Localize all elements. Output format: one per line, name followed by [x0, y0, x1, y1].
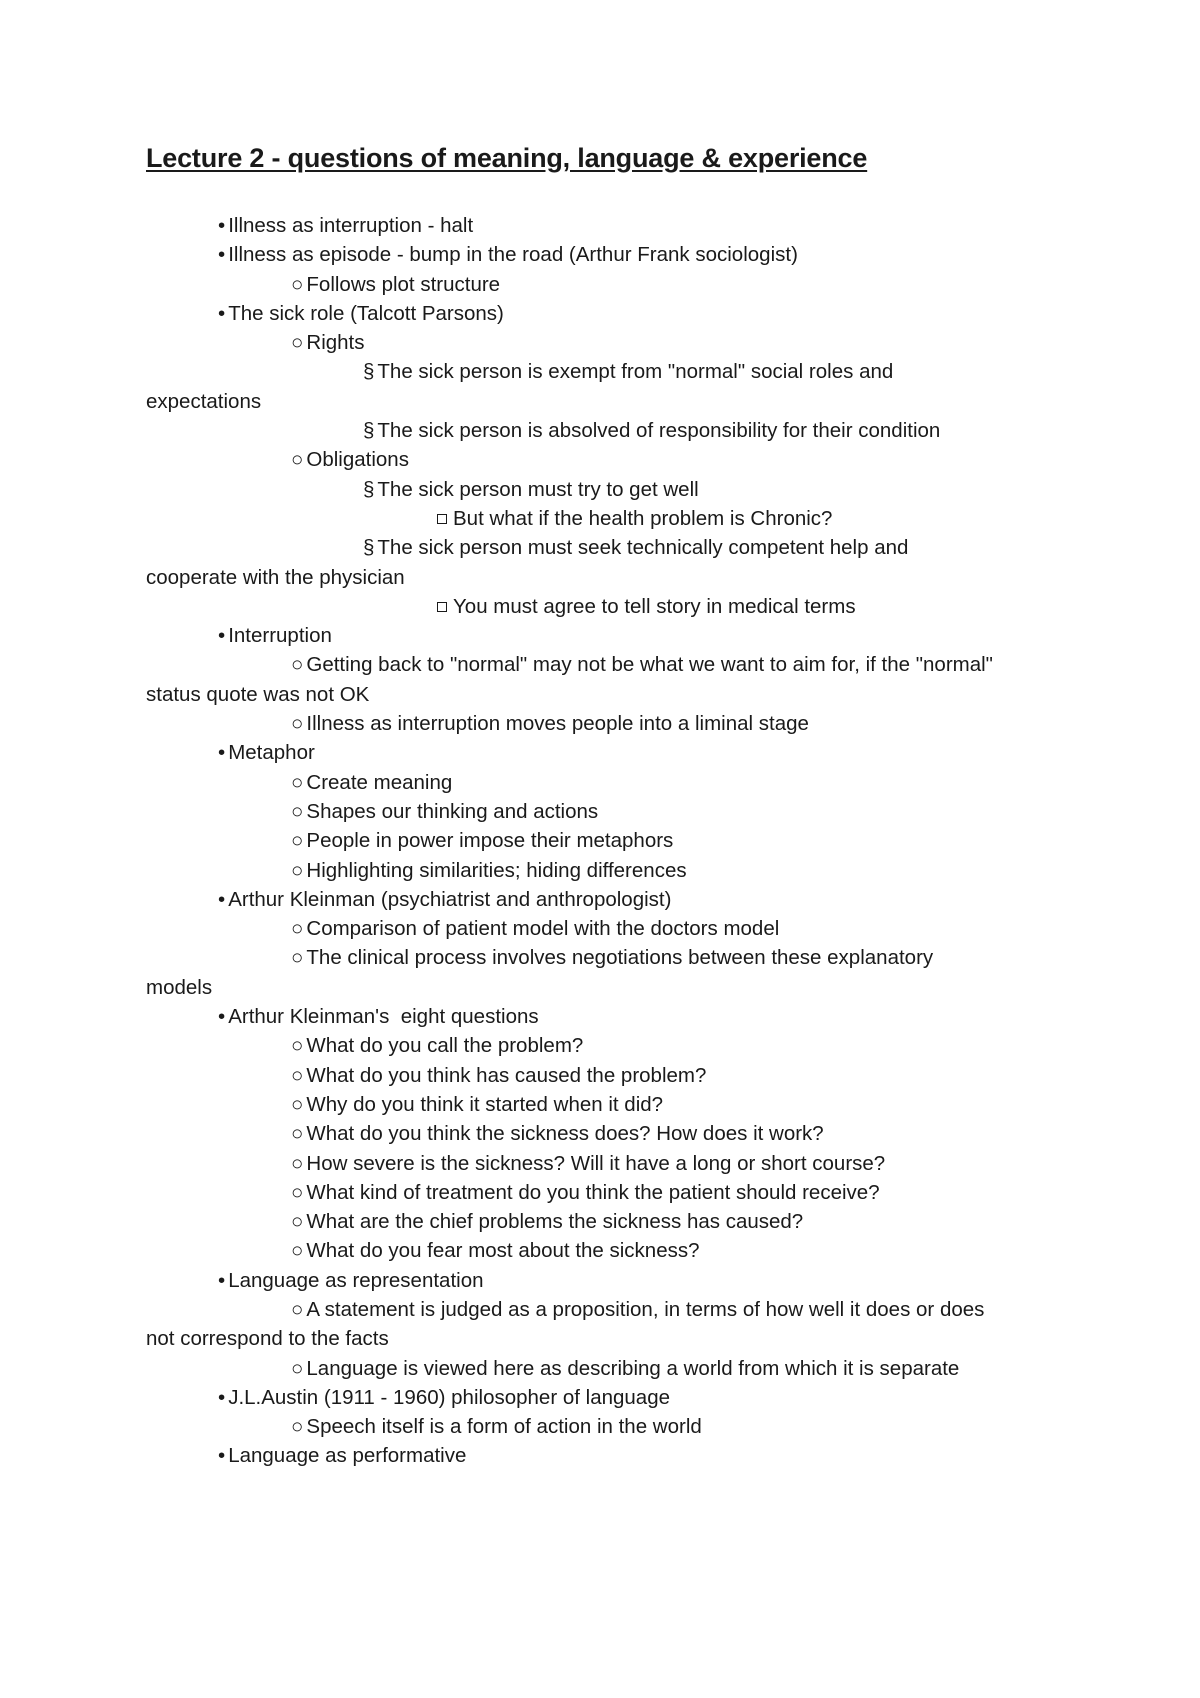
outline-text: Speech itself is a form of action in the world — [306, 1415, 702, 1439]
outline-item — [0, 211, 1200, 240]
outline-item — [0, 1383, 1200, 1412]
outline-item — [0, 1178, 1200, 1207]
outline-text: expectations — [146, 389, 262, 413]
outline-item — [0, 1266, 1200, 1295]
circle-marker: ○ — [291, 770, 304, 794]
outline-item — [0, 1354, 1200, 1383]
outline-text: What kind of treatment do you think the patient should receive? — [306, 1180, 880, 1204]
outline-text: Arthur Kleinman (psychiatrist and anthropologist) — [228, 887, 672, 911]
outline-item — [0, 533, 1200, 562]
outline-text: Why do you think it started when it did? — [306, 1092, 664, 1116]
outline-item — [0, 328, 1200, 357]
outline-text: What do you think the sickness does? How does it work? — [306, 1122, 824, 1146]
circle-marker: ○ — [291, 1151, 304, 1175]
outline-item — [0, 1236, 1200, 1265]
outline-text: What are the chief problems the sickness has caused? — [306, 1210, 804, 1234]
bullet-marker: • — [218, 1444, 226, 1468]
outline-item — [0, 1119, 1200, 1148]
outline-item — [0, 1090, 1200, 1119]
outline-item — [0, 797, 1200, 826]
circle-marker: ○ — [291, 1180, 304, 1204]
outline-text: models — [146, 975, 213, 999]
circle-marker: ○ — [291, 946, 304, 970]
outline-text: Interruption — [228, 624, 332, 648]
outline-text: Rights — [306, 331, 365, 355]
bullet-marker: • — [218, 301, 226, 325]
outline-text: Follows plot structure — [306, 272, 501, 296]
outline-text: J.L.Austin (1911 - 1960) philosopher of language — [228, 1385, 670, 1409]
bullet-marker: • — [218, 887, 226, 911]
outline-item — [0, 475, 1200, 504]
outline-item — [0, 416, 1200, 445]
square-bullet-icon — [437, 602, 447, 612]
circle-marker: ○ — [291, 272, 304, 296]
bullet-marker: • — [218, 1268, 226, 1292]
outline-wrap — [0, 680, 1200, 709]
outline-item — [0, 1441, 1200, 1470]
lecture-outline — [0, 211, 1200, 1471]
page-title: Lecture 2 - questions of meaning, language & experience — [146, 143, 868, 173]
section-marker: § — [363, 419, 375, 443]
outline-text: But what if the health problem is Chronic? — [453, 506, 833, 530]
bullet-marker: • — [218, 214, 226, 237]
outline-text: Illness as interruption - halt — [228, 214, 474, 237]
outline-item — [0, 943, 1200, 972]
outline-wrap — [0, 973, 1200, 1002]
circle-marker: ○ — [291, 799, 304, 823]
outline-text: cooperate with the physician — [146, 565, 405, 589]
circle-marker: ○ — [291, 331, 304, 355]
section-marker: § — [363, 477, 375, 501]
outline-item — [0, 885, 1200, 914]
bullet-marker: • — [218, 243, 226, 267]
outline-text: What do you call the problem? — [306, 1034, 584, 1058]
outline-item — [0, 299, 1200, 328]
outline-text: Arthur Kleinman's eight questions — [228, 1005, 539, 1029]
outline-wrap — [0, 387, 1200, 416]
outline-text: Obligations — [306, 448, 409, 472]
outline-item — [0, 1295, 1200, 1324]
section-marker: § — [363, 360, 375, 384]
circle-marker: ○ — [291, 829, 304, 853]
bullet-marker: • — [218, 1005, 226, 1029]
outline-text: The sick person is absolved of responsibility for their condition — [377, 419, 941, 443]
outline-text: Highlighting similarities; hiding differences — [306, 858, 687, 882]
outline-text: How severe is the sickness? Will it have a long or short course? — [306, 1151, 886, 1175]
circle-marker: ○ — [291, 1356, 304, 1380]
outline-text: Illness as interruption moves people into a liminal stage — [306, 712, 809, 736]
circle-marker: ○ — [291, 712, 304, 736]
circle-marker: ○ — [291, 917, 304, 941]
circle-marker: ○ — [291, 1239, 304, 1263]
outline-item — [0, 270, 1200, 299]
circle-marker: ○ — [291, 1210, 304, 1234]
outline-text: You must agree to tell story in medical terms — [453, 594, 856, 618]
outline-text: What do you think has caused the problem? — [306, 1063, 707, 1087]
bullet-marker: • — [218, 741, 226, 765]
bullet-marker: • — [218, 1385, 226, 1409]
outline-text: not correspond to the facts — [146, 1327, 389, 1351]
outline-item — [0, 445, 1200, 474]
outline-text: The sick person must seek technically competent help and — [377, 536, 909, 560]
outline-item — [0, 768, 1200, 797]
outline-text: Illness as episode - bump in the road (Arthur Frank sociologist) — [228, 243, 798, 267]
circle-marker: ○ — [291, 1297, 304, 1321]
outline-text: Getting back to "normal" may not be what we want to aim for, if the "normal" — [306, 653, 993, 677]
outline-text: People in power impose their metaphors — [306, 829, 674, 853]
outline-text: A statement is judged as a proposition, in terms of how well it does or does — [306, 1297, 985, 1321]
outline-item — [0, 914, 1200, 943]
outline-text: Metaphor — [228, 741, 315, 765]
circle-marker: ○ — [291, 1122, 304, 1146]
outline-item — [0, 621, 1200, 650]
outline-text: Shapes our thinking and actions — [306, 799, 599, 823]
outline-item — [0, 709, 1200, 738]
outline-text: Language as performative — [228, 1444, 467, 1468]
circle-marker: ○ — [291, 1092, 304, 1116]
circle-marker: ○ — [291, 653, 304, 677]
outline-text: The sick person must try to get well — [377, 477, 699, 501]
outline-text: status quote was not OK — [146, 682, 370, 706]
outline-wrap — [0, 1324, 1200, 1353]
outline-text: The sick role (Talcott Parsons) — [228, 301, 504, 325]
square-bullet-icon — [437, 514, 447, 524]
outline-item — [0, 650, 1200, 679]
outline-item — [0, 357, 1200, 386]
circle-marker: ○ — [291, 1034, 304, 1058]
outline-item — [0, 826, 1200, 855]
outline-item — [0, 738, 1200, 767]
bullet-marker: • — [218, 624, 226, 648]
circle-marker: ○ — [291, 1063, 304, 1087]
outline-text: The clinical process involves negotiations between these explanatory — [306, 946, 934, 970]
outline-item — [0, 1061, 1200, 1090]
outline-item — [0, 504, 1200, 533]
outline-item — [0, 1149, 1200, 1178]
outline-item — [0, 1031, 1200, 1060]
outline-item — [0, 592, 1200, 621]
outline-item — [0, 856, 1200, 885]
outline-item — [0, 1207, 1200, 1236]
outline-wrap — [0, 563, 1200, 592]
outline-item — [0, 240, 1200, 269]
outline-text: Language as representation — [228, 1268, 484, 1292]
outline-text: The sick person is exempt from "normal" social roles and — [377, 360, 894, 384]
circle-marker: ○ — [291, 1415, 304, 1439]
outline-text: Language is viewed here as describing a world from which it is separate — [306, 1356, 960, 1380]
outline-text: Create meaning — [306, 770, 453, 794]
outline-text: Comparison of patient model with the doctors model — [306, 917, 780, 941]
outline-text: What do you fear most about the sickness? — [306, 1239, 700, 1263]
circle-marker: ○ — [291, 858, 304, 882]
outline-item — [0, 1002, 1200, 1031]
circle-marker: ○ — [291, 448, 304, 472]
section-marker: § — [363, 536, 375, 560]
outline-item — [0, 1412, 1200, 1441]
